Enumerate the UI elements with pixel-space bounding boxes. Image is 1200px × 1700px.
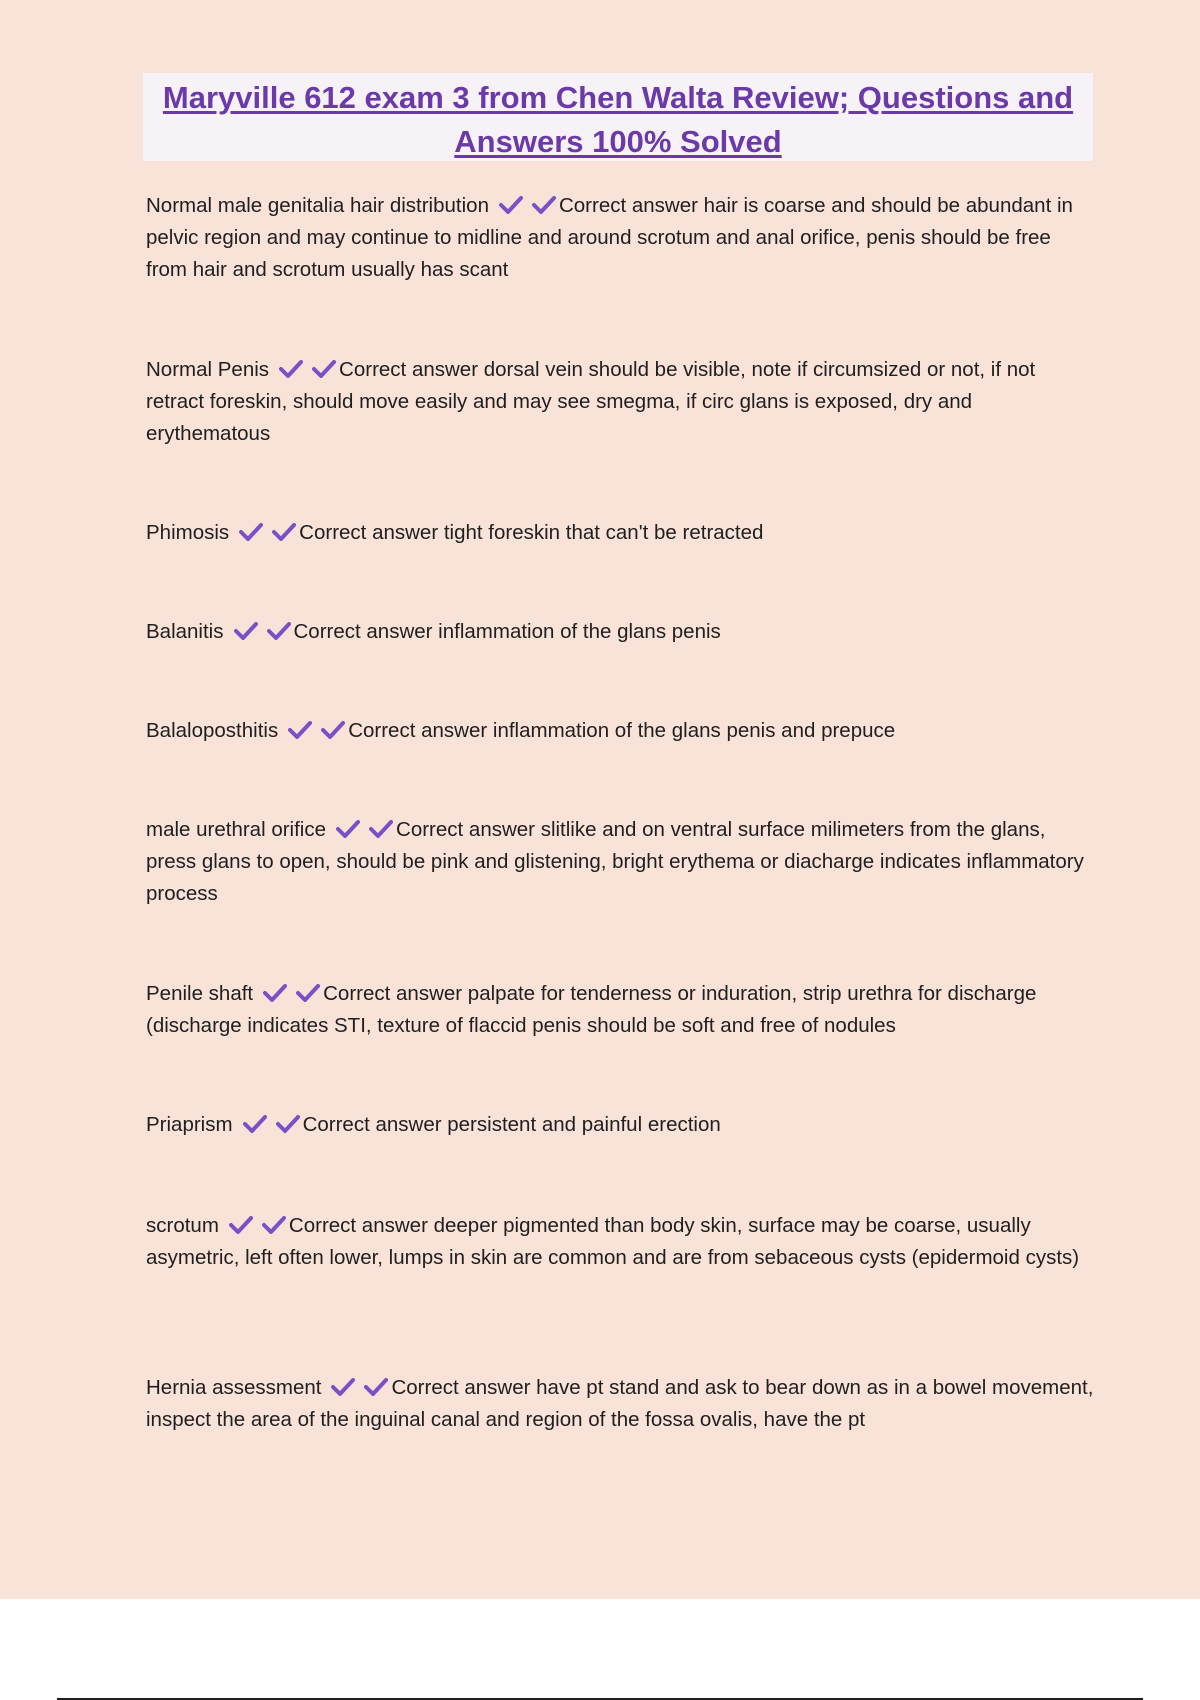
checkmark-icon [331,1378,355,1396]
answer-text: Correct answer hair is coarse and should be abundant in pelvic region and may continue to midline and around scrotum and anal orifice, penis should be free from hair and scrotum usually has scant [146,194,1073,281]
checkmark-icon [229,1216,253,1234]
answer-text: Correct answer inflammation of the glans penis [293,620,721,643]
qa-entry [146,1372,1096,1436]
question-term: Priaprism [146,1113,233,1136]
qa-entry [146,517,1096,549]
question-term: Hernia assessment [146,1376,322,1399]
question-term: scrotum [146,1214,219,1237]
checkmark-icon [279,360,303,378]
question-term: male urethral orifice [146,818,327,841]
question-term: Phimosis [146,521,230,544]
question-term: Normal male genitalia hair distribution [146,194,489,217]
question-term: Balanitis [146,620,224,643]
checkmark-icon [262,1216,286,1234]
checkmark-icon [288,721,312,739]
checkmark-icon [263,984,287,1002]
qa-entry [146,814,1096,910]
checkmark-icon [276,1115,300,1133]
answer-text: Correct answer slitlike and on ventral surface milimeters from the glans, press glans to open, should be pink and glistening, bright erythema or diacharge indicates inflammatory process [146,818,1084,905]
question-term: Penile shaft [146,982,254,1005]
answer-text: Correct answer have pt stand and ask to bear down as in a bowel movement, inspect the area of the inguinal canal and region of the fossa ovalis, have the pt [146,1376,1094,1431]
checkmark-icon [243,1115,267,1133]
answer-text: Correct answer inflammation of the glans penis and prepuce [348,719,896,742]
answer-text: Correct answer tight foreskin that can't be retracted [299,521,764,544]
qa-entry [146,1210,1096,1274]
checkmark-icon [364,1378,388,1396]
checkmark-icon [267,622,291,640]
qa-entry [146,354,1096,450]
question-term: Balaloposthitis [146,719,279,742]
answer-text: Correct answer palpate for tenderness or induration, strip urethra for discharge (discharge indicates STI, texture of flaccid penis should be soft and free of nodules [146,982,1037,1037]
checkmark-icon [234,622,258,640]
checkmark-icon [239,523,263,541]
answer-text: Correct answer persistent and painful erection [302,1113,721,1136]
checkmark-icon [272,523,296,541]
checkmark-icon [312,360,336,378]
checkmark-icon [369,820,393,838]
answer-text: Correct answer deeper pigmented than body skin, surface may be coarse, usually asymetric, left often lower, lumps in skin are common and are from sebaceous cysts (epidermoid cysts) [146,1214,1080,1269]
question-term: Normal Penis [146,358,270,381]
qa-entry [146,1109,1096,1141]
qa-entry [146,715,1096,747]
qa-entry [146,978,1096,1042]
answer-text: Correct answer dorsal vein should be visible, note if circumsized or not, if not retract foreskin, should move easily and may see smegma, if circ glans is exposed, dry and erythematous [146,358,1036,445]
checkmark-icon [336,820,360,838]
checkmark-icon [321,721,345,739]
qa-entry [146,616,1096,648]
document-title: Maryville 612 exam 3 from Chen Walta Review; Questions and Answers 100% Solved [162,80,1074,159]
qa-entry [146,190,1096,286]
checkmark-icon [532,196,556,214]
checkmark-icon [296,984,320,1002]
checkmark-icon [499,196,523,214]
